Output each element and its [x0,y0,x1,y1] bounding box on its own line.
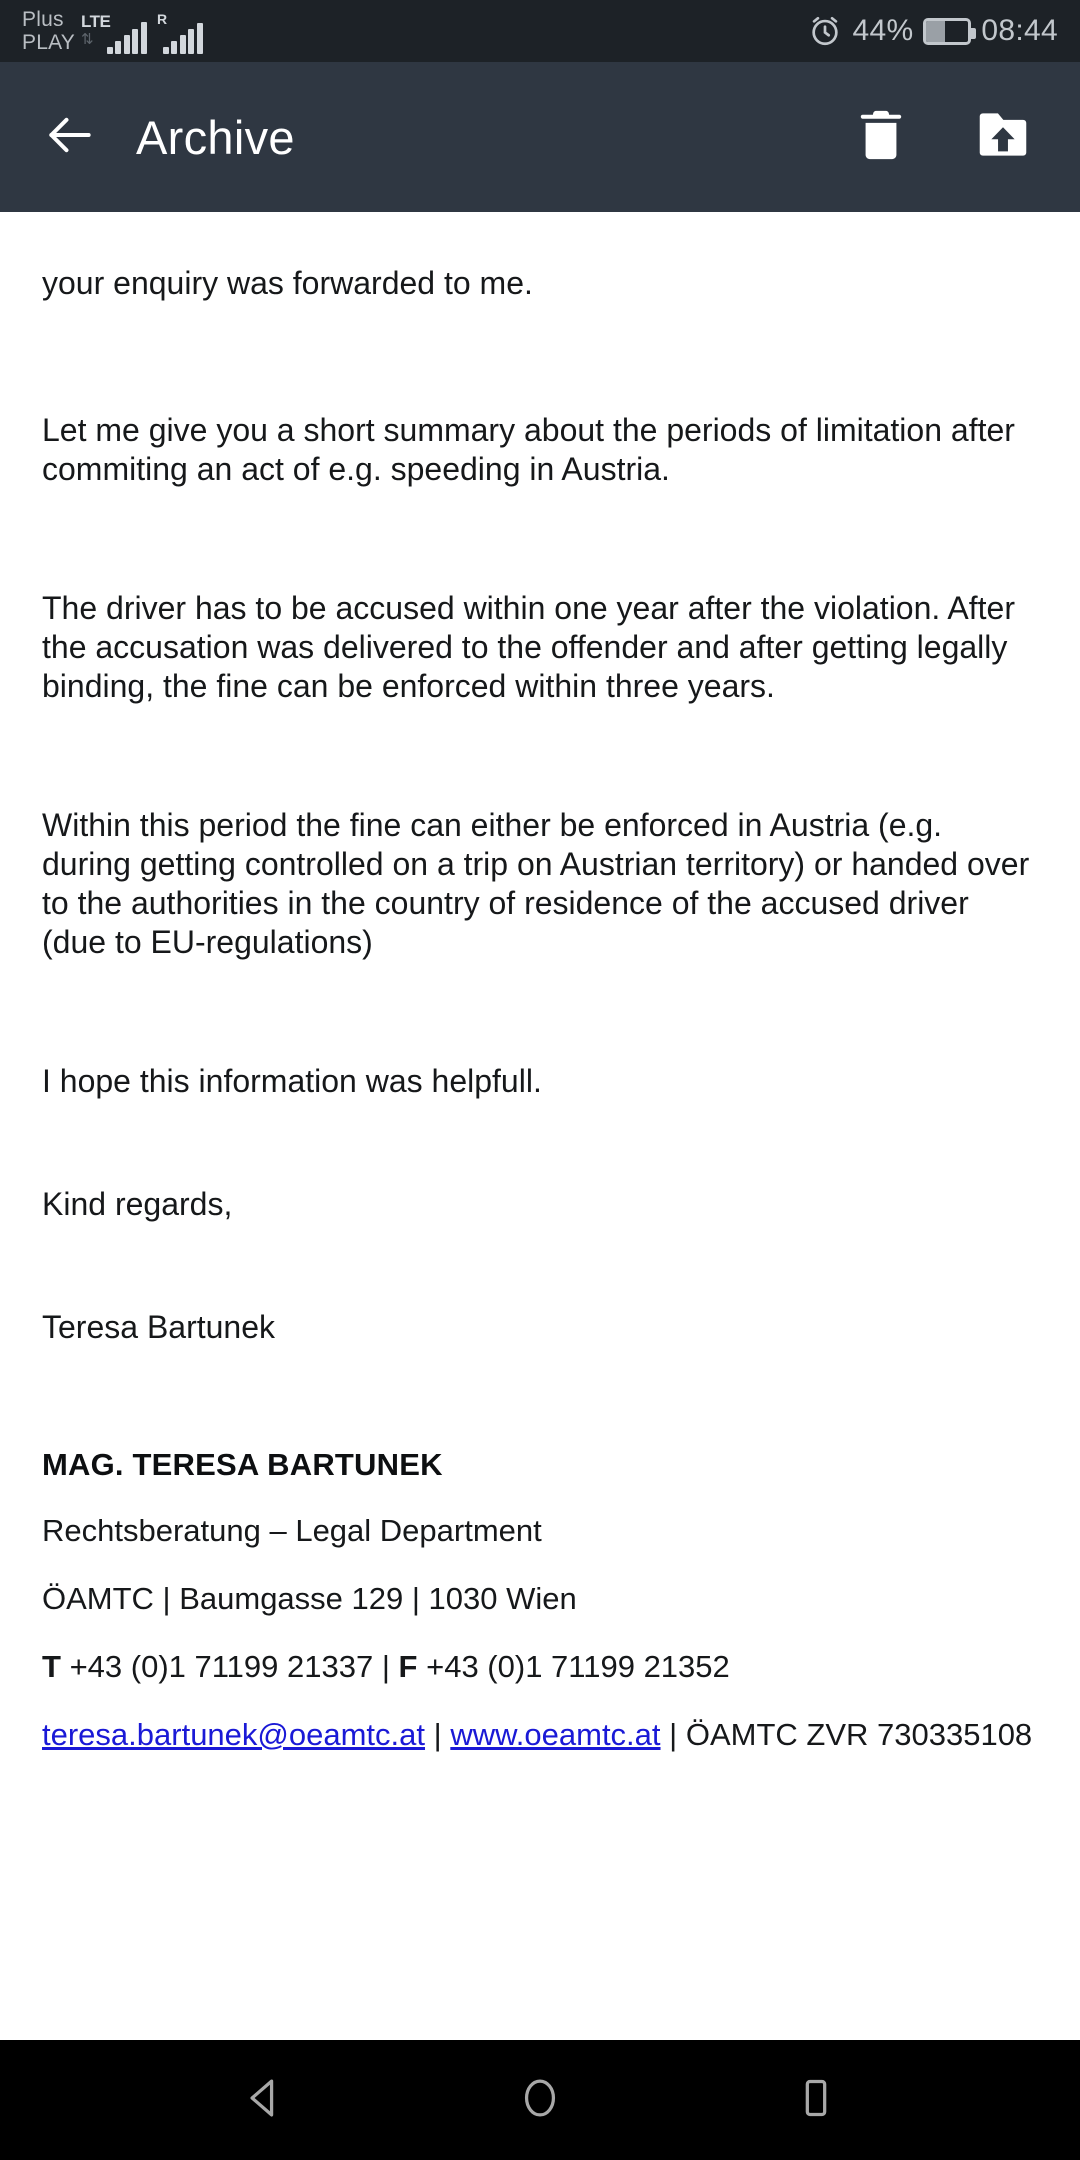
back-button[interactable] [34,101,106,173]
app-bar [0,62,1080,212]
separator: | [669,1717,678,1752]
signal-group-1 [81,10,147,54]
email-body-scroll[interactable] [0,212,1080,2040]
delete-button[interactable] [848,104,914,170]
nav-home-button[interactable] [497,2057,583,2143]
fax-label: F [398,1649,418,1684]
signal-bars-roaming-icon [163,22,203,54]
lte-label: LTE [80,12,111,31]
nav-back-button[interactable] [221,2057,307,2143]
registry-number: ÖAMTC ZVR 730335108 [685,1717,1033,1752]
signature-address: ÖAMTC | Baumgasse 129 | 1030 Wien [42,1581,577,1616]
email-paragraph: Within this period the fine can either be enforced in Austria (e.g. during getting controlled on a trip on Austrian territory) or handed over to the authorities in the country of residence of the accused driver (due to EU-regulations) [42,807,1030,960]
website-link[interactable]: www.oeamtc.at [450,1717,661,1752]
arrow-left-icon [42,107,98,168]
navigation-bar [0,2040,1080,2160]
phone-label: T [42,1649,61,1684]
roaming-label: R [156,11,168,27]
battery-percent-label: 44% [852,14,914,47]
email-link[interactable]: teresa.bartunek@oeamtc.at [42,1717,426,1752]
folder-upload-icon [975,109,1031,166]
app-bar-actions [848,104,1046,170]
circle-home-icon [514,2072,566,2129]
email-sender-name: Teresa Bartunek [42,1309,276,1345]
separator: | [433,1717,442,1752]
phone-number: +43 (0)1 71199 21337 [69,1649,374,1684]
signature-contact-line [42,1715,1038,1755]
signature-phone-line [42,1647,1038,1687]
clock-label: 08:44 [981,14,1058,47]
email-paragraph: Let me give you a short summary about the periods of limitation after commiting an act of e.g. speeding in Austria. [42,412,1015,487]
move-to-folder-button[interactable] [970,104,1036,170]
status-bar-left [22,8,203,54]
signal-bars-icon [107,22,147,54]
nav-recents-button[interactable] [773,2057,859,2143]
triangle-back-icon [238,2072,290,2129]
battery-icon [923,18,971,45]
status-bar [0,0,1080,62]
page-title: Archive [136,110,295,164]
alarm-icon [808,14,842,48]
fax-number: +43 (0)1 71199 21352 [426,1649,730,1684]
email-body [0,212,1080,1755]
email-paragraph: The driver has to be accused within one year after the violation. After the accusation was delivered to the offender and after getting legally binding, the fine can be enforced within three years. [42,590,1015,704]
email-paragraph: Kind regards, [42,1186,233,1222]
separator: | [381,1649,390,1684]
signal-group-2 [153,10,203,54]
email-paragraph: I hope this information was helpfull. [42,1063,542,1099]
signature-department: Rechtsberatung – Legal Department [42,1513,542,1548]
signature-name: MAG. TERESA BARTUNEK [42,1447,443,1482]
carrier-name-secondary: PLAY [22,31,75,54]
data-transfer-icon: ⇅ [80,31,92,48]
email-paragraph: your enquiry was forwarded to me. [42,265,533,301]
status-bar-right [808,14,1058,48]
carrier-name-primary: Plus [22,8,64,31]
trash-icon [856,107,906,168]
square-recents-icon [790,2072,842,2129]
carrier-labels [22,8,75,54]
